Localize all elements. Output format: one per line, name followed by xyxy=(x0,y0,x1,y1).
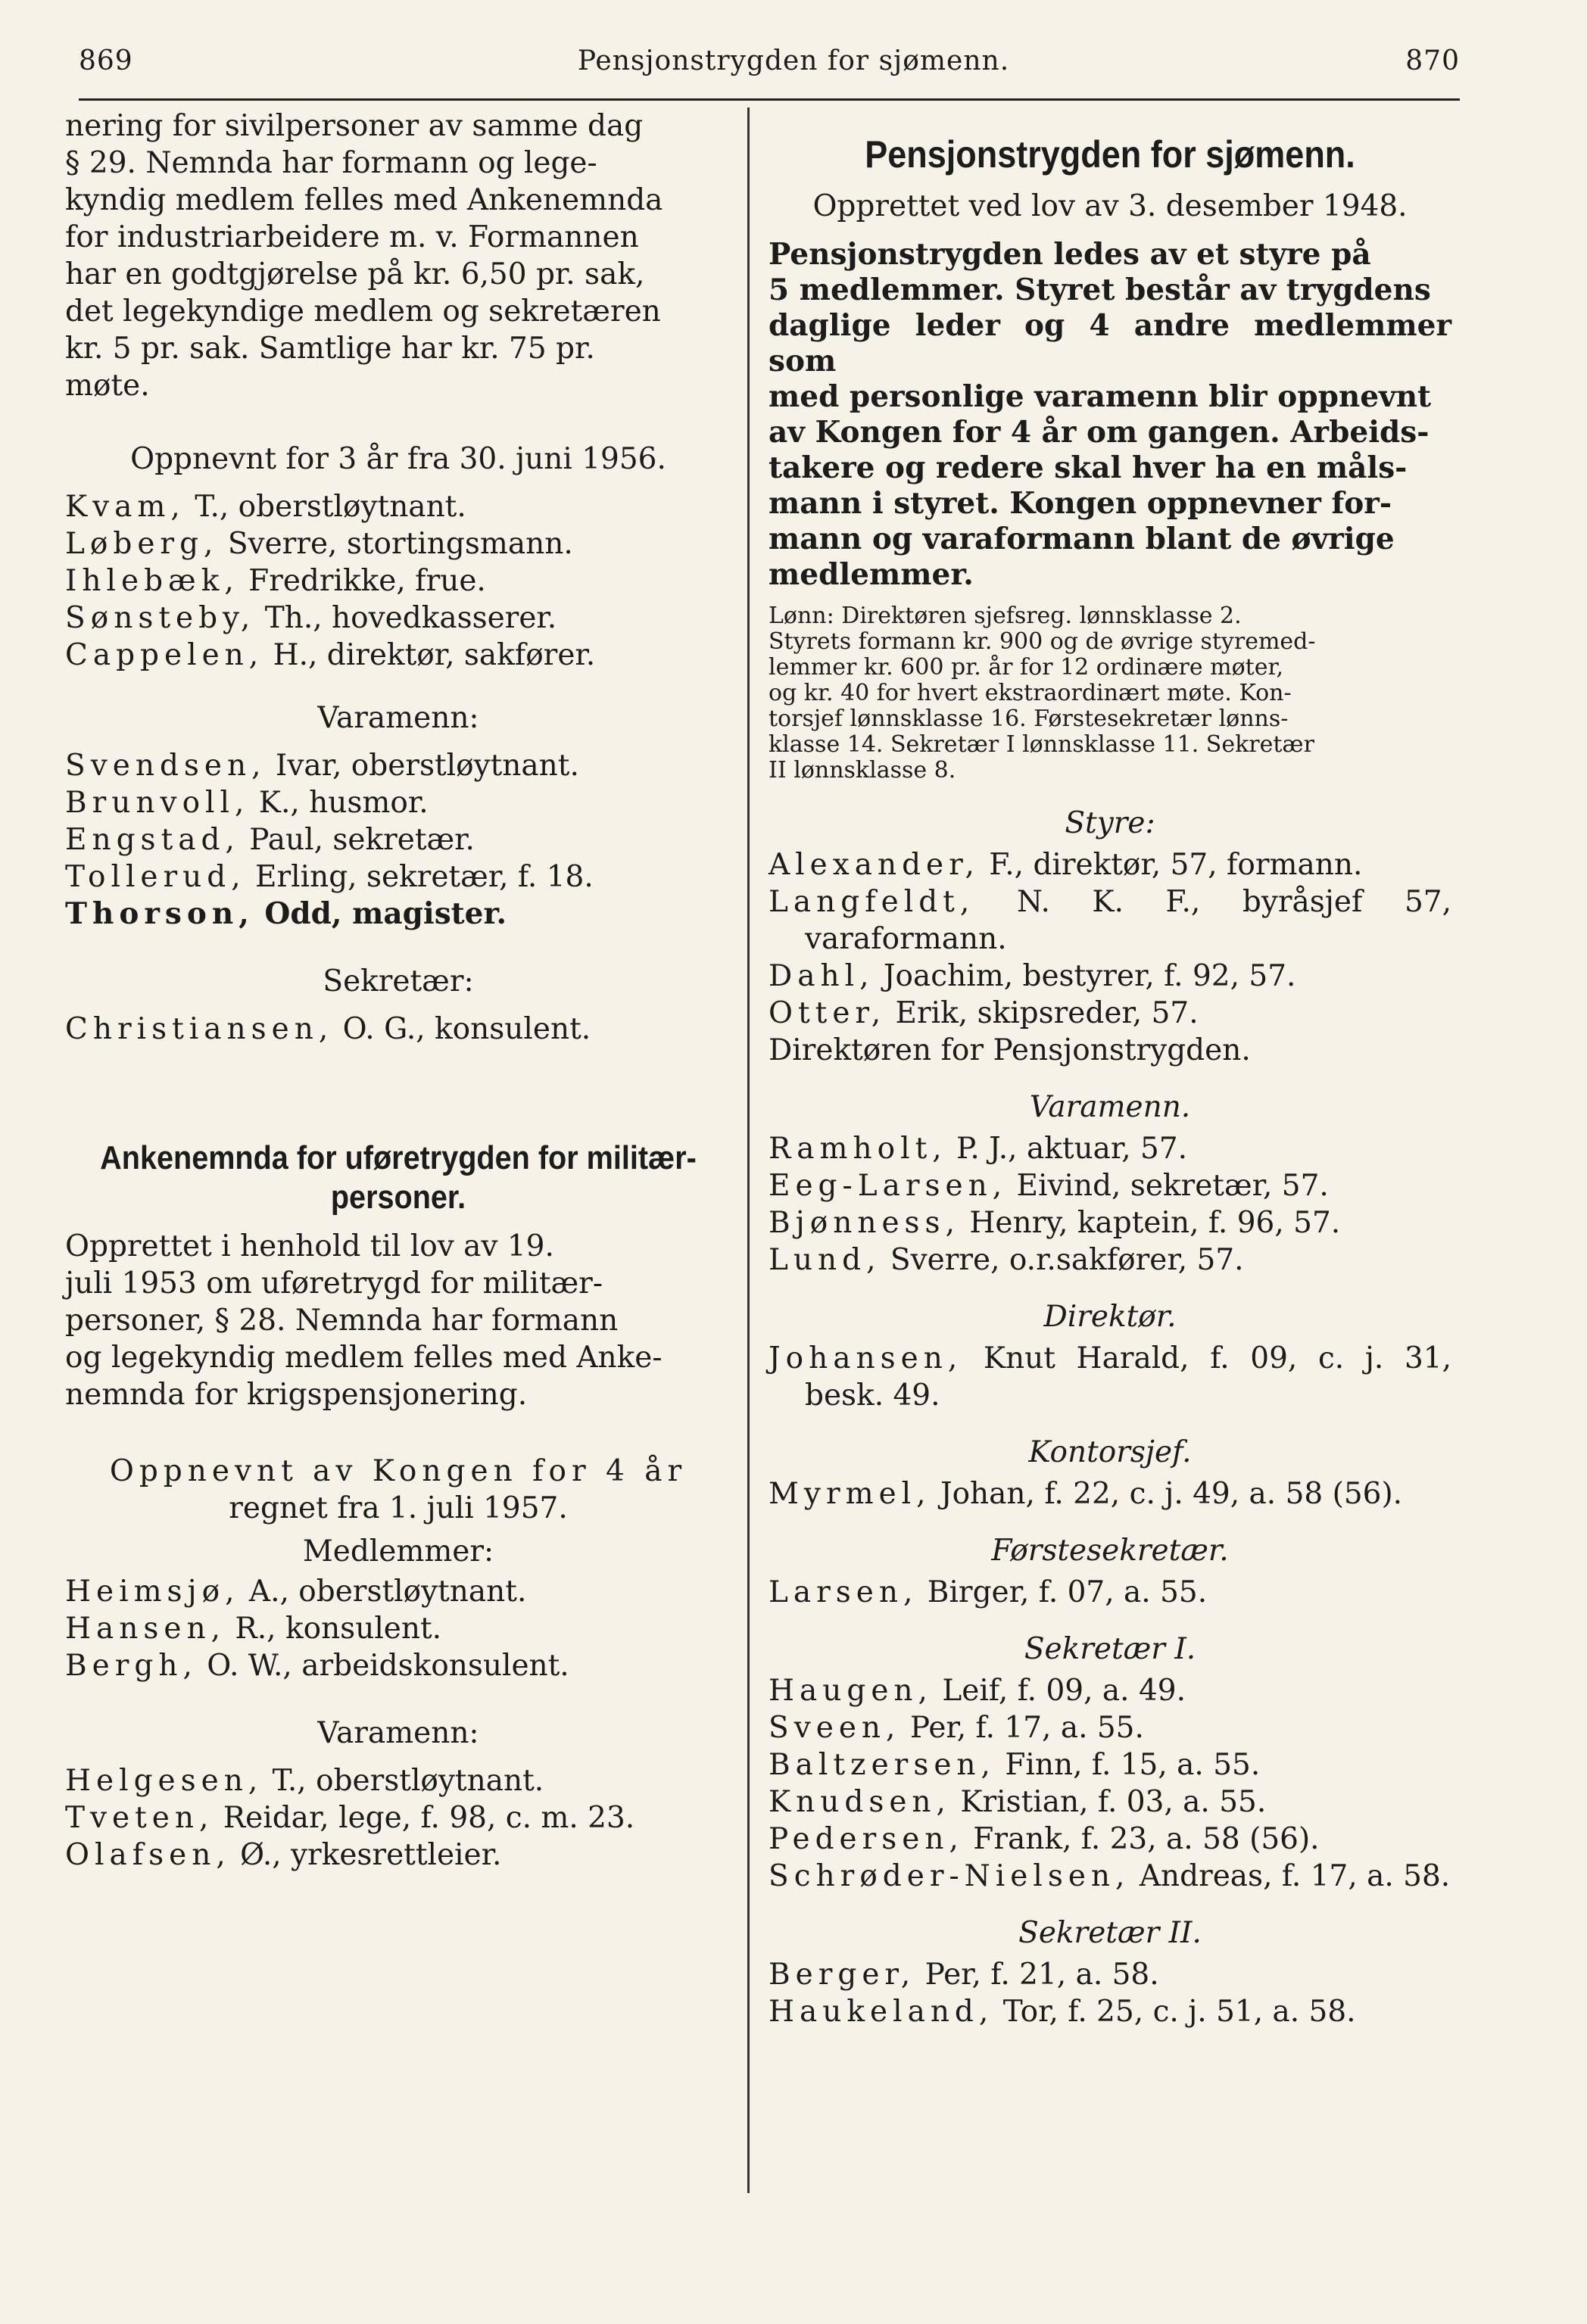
appointed-line: Oppnevnt av Kongen for 4 år xyxy=(109,1454,687,1488)
section-heading: Førstesekretær. xyxy=(991,1534,1229,1568)
running-title: Pensjonstrygden for sjømenn. xyxy=(577,45,1010,76)
styre-list xyxy=(769,846,1451,1069)
person-name: Berger, xyxy=(769,1958,916,1992)
section-paragraph xyxy=(65,1228,731,1413)
list-item xyxy=(769,1858,1451,1895)
text-line: II lønnsklasse 8. xyxy=(769,757,956,783)
appointed-line: Oppnevnt for 3 år fra 30. juni 1956. xyxy=(130,442,666,476)
person-name: Otter, xyxy=(769,996,887,1030)
person-details: Johan, f. 22, c. j. 49, a. 58 (56). xyxy=(931,1477,1403,1511)
column-divider xyxy=(747,107,750,2193)
person-name: Baltzersen, xyxy=(769,1748,996,1782)
person-details: H., direktør, sakfører. xyxy=(263,638,596,672)
person-name: Tveten, xyxy=(65,1801,214,1835)
text-line: kr. 5 pr. sak. Samtlige har kr. 75 pr. xyxy=(65,332,595,366)
list-item xyxy=(769,1167,1451,1204)
person-details: Andreas, f. 17, a. 58. xyxy=(1130,1859,1451,1893)
text-line: og legekyndig medlem felles med Anke- xyxy=(65,1341,663,1375)
list-item xyxy=(65,747,731,784)
list-item xyxy=(65,600,731,637)
text-line: med personlige varamenn blir oppnevnt xyxy=(769,379,1432,414)
varamenn-list xyxy=(769,1130,1451,1279)
list-item xyxy=(769,958,1451,995)
list-item xyxy=(769,1574,1451,1611)
person-name: Svendsen, xyxy=(65,749,267,783)
text-line: og kr. 40 for hvert ekstraordinært møte. Kon- xyxy=(769,680,1292,706)
person-name: Langfeldt, xyxy=(769,885,975,919)
person-details: Frank, f. 23, a. 58 (56). xyxy=(963,1822,1320,1856)
list-item xyxy=(769,846,1451,883)
list-item xyxy=(769,1032,1451,1069)
text-line: § 29. Nemnda har formann og lege- xyxy=(65,146,597,180)
sekretaer-i-list xyxy=(769,1672,1451,1895)
list-item xyxy=(769,1241,1451,1279)
varamenn-list xyxy=(65,1762,731,1874)
person-details: Per, f. 17, a. 55. xyxy=(900,1711,1144,1745)
text-line: nering for sivilpersoner av samme dag xyxy=(65,109,644,143)
person-name: Ihlebæk, xyxy=(65,564,239,598)
person-name: Pedersen, xyxy=(769,1822,964,1856)
person-name: Bergh, xyxy=(65,1649,198,1683)
person-details: Odd, magister. xyxy=(254,896,507,931)
list-item xyxy=(769,1783,1451,1821)
text-line: klasse 14. Sekretær I lønnsklasse 11. Sekretær xyxy=(769,731,1314,758)
right-column xyxy=(769,107,1451,2030)
person-details: Paul, sekretær. xyxy=(239,823,475,857)
person-name: Brunvoll, xyxy=(65,786,250,820)
list-item xyxy=(65,858,731,896)
person-details: Reidar, lege, f. 98, c. m. 23. xyxy=(214,1801,635,1835)
varamenn-list xyxy=(65,747,731,933)
person-name: Helgesen, xyxy=(65,1764,263,1798)
person-name: Thorson, xyxy=(65,896,254,931)
page-title: Pensjonstrygden for sjømenn. xyxy=(865,133,1355,176)
person-details: R., konsulent. xyxy=(226,1612,442,1646)
list-item xyxy=(769,995,1451,1032)
section-heading: Sekretær I. xyxy=(1024,1632,1196,1666)
person-name: Haukeland, xyxy=(769,1995,994,2029)
person-details: Eivind, sekretær, 57. xyxy=(1007,1169,1329,1203)
list-item xyxy=(769,1993,1451,2030)
person-name: Sveen, xyxy=(769,1711,901,1745)
text-line: kyndig medlem felles med Ankenemnda xyxy=(65,183,663,217)
text-line: takere og redere skal hver ha en måls- xyxy=(769,450,1408,485)
salary-note xyxy=(769,603,1451,783)
person-name: Sønsteby, xyxy=(65,601,256,635)
text-line: mann i styret. Kongen oppnevner for- xyxy=(769,486,1392,521)
person-name: Ramholt, xyxy=(769,1132,947,1166)
list-item xyxy=(65,1836,731,1874)
text-line: møte. xyxy=(65,369,150,403)
page-number-left: 869 xyxy=(79,45,133,76)
text-line: nemnda for krigspensjonering. xyxy=(65,1378,528,1412)
text-line: Lønn: Direktøren sjefsreg. lønnsklasse 2. xyxy=(769,603,1242,629)
text-line: har en godtgjørelse på kr. 6,50 pr. sak, xyxy=(65,257,645,291)
section-heading: Sekretær II. xyxy=(1018,1916,1202,1950)
person-name: Olafsen, xyxy=(65,1838,231,1872)
person-name: Cappelen, xyxy=(65,638,264,672)
person-name: Heimsjø, xyxy=(65,1575,240,1609)
list-item xyxy=(65,784,731,821)
list-item xyxy=(65,1610,731,1647)
text-line: torsjef lønnsklasse 16. Førstesekretær lønns- xyxy=(769,706,1289,732)
person-name: Løberg, xyxy=(65,527,219,561)
list-item xyxy=(769,1475,1451,1512)
person-details: Erik, skipsreder, 57. xyxy=(886,996,1199,1030)
text-line: mann og varaformann blant de øvrige xyxy=(769,522,1395,556)
person-name: Tollerud, xyxy=(65,860,246,894)
list-item xyxy=(65,821,731,858)
person-name: Alexander, xyxy=(769,848,980,882)
section-heading: Styre: xyxy=(1065,806,1155,840)
section-heading: Varamenn. xyxy=(1029,1090,1191,1124)
text-line: Styrets formann kr. 900 og de øvrige styremed- xyxy=(769,628,1316,655)
person-name: Engstad, xyxy=(65,823,240,857)
person-name: Bjønness, xyxy=(769,1206,960,1240)
person-details: Per, f. 21, a. 58. xyxy=(915,1958,1159,1992)
person-name: Larsen, xyxy=(769,1575,918,1609)
list-item xyxy=(769,1956,1451,1993)
person-details: T., oberstløytnant. xyxy=(185,490,466,524)
members-list xyxy=(65,488,731,674)
header-rule xyxy=(79,98,1460,101)
text-line: medlemmer. xyxy=(769,557,974,592)
person-details: Sverre, o.r.sakfører, 57. xyxy=(881,1243,1244,1277)
members-list xyxy=(65,1573,731,1684)
list-item xyxy=(65,1762,731,1799)
list-item xyxy=(65,637,731,674)
intro-paragraph xyxy=(769,237,1451,593)
person-details: N. K. F., byråsjef 57, varaformann. xyxy=(805,885,1451,956)
section-heading: Varamenn: xyxy=(317,1716,479,1750)
list-item xyxy=(65,1011,731,1048)
person-details: O. G., konsulent. xyxy=(333,1012,591,1046)
person-details: O. W., arbeidskonsulent. xyxy=(197,1649,569,1683)
text-line: lemmer kr. 600 pr. år for 12 ordinære møter, xyxy=(769,654,1284,681)
person-name: Eeg-Larsen, xyxy=(769,1169,1008,1203)
list-item xyxy=(65,1799,731,1836)
list-item xyxy=(769,1204,1451,1241)
person-details: Sverre, stortingsmann. xyxy=(218,527,573,561)
person-name: Schrøder-Nielsen, xyxy=(769,1859,1130,1893)
list-item xyxy=(769,1709,1451,1746)
person-details: Th., hovedkasserer. xyxy=(255,601,557,635)
text-line: daglige leder og 4 andre medlemmer som xyxy=(769,308,1451,379)
list-item xyxy=(769,1821,1451,1858)
section-title-line: personer. xyxy=(330,1179,466,1216)
person-details: F., direktør, 57, formann. xyxy=(979,848,1363,882)
list-item xyxy=(65,896,731,933)
text-line: av Kongen for 4 år om gangen. Arbeids- xyxy=(769,415,1430,450)
section-title xyxy=(98,1139,698,1217)
person-details: Ø., yrkesrettleier. xyxy=(230,1838,502,1872)
person-details: Joachim, bestyrer, f. 92, 57. xyxy=(874,959,1296,993)
established-line: Opprettet ved lov av 3. desember 1948. xyxy=(812,189,1408,223)
person-details: Erling, sekretær, f. 18. xyxy=(245,860,594,894)
person-name: Lund, xyxy=(769,1243,881,1277)
person-name: Christiansen, xyxy=(65,1012,334,1046)
text-line: personer, § 28. Nemnda har formann xyxy=(65,1304,619,1338)
section-heading: Kontorsjef. xyxy=(1028,1435,1192,1469)
list-item xyxy=(769,1130,1451,1167)
person-name: Knudsen, xyxy=(769,1785,951,1819)
person-name: Myrmel, xyxy=(769,1477,931,1511)
person-details: Birger, f. 07, a. 55. xyxy=(918,1575,1208,1609)
person-name: Johansen, xyxy=(769,1341,963,1375)
sekretaer-ii-list xyxy=(769,1956,1451,2030)
person-details: Finn, f. 15, a. 55. xyxy=(995,1748,1261,1782)
person-details: P. J., aktuar, 57. xyxy=(946,1132,1188,1166)
list-item xyxy=(769,1340,1451,1414)
list-item xyxy=(65,1647,731,1684)
text-line: for industriarbeidere m. v. Formannen xyxy=(65,220,639,254)
person-details: A., oberstløytnant. xyxy=(239,1575,527,1609)
page-number-right: 870 xyxy=(1405,45,1460,76)
section-heading: Sekretær: xyxy=(323,964,474,998)
person-details: Knut Harald, f. 09, c. j. 31, besk. 49. xyxy=(805,1341,1451,1413)
list-item xyxy=(65,525,731,562)
person-name: Haugen, xyxy=(769,1674,933,1708)
person-details: Kristian, f. 03, a. 55. xyxy=(950,1785,1267,1819)
person-details: Leif, f. 09, a. 49. xyxy=(932,1674,1186,1708)
person-details: Tor, f. 25, c. j. 51, a. 58. xyxy=(993,1995,1356,2029)
person-details: Ivar, oberstløytnant. xyxy=(266,749,579,783)
page-header xyxy=(0,45,1587,91)
list-item xyxy=(65,488,731,525)
person-details: Henry, kaptein, f. 96, 57. xyxy=(959,1206,1341,1240)
section-ankenemnda xyxy=(65,1139,731,1874)
text-line: juli 1953 om uføretrygd for militær- xyxy=(65,1266,603,1301)
text-line: 5 medlemmer. Styret består av trygdens xyxy=(769,273,1431,307)
list-item xyxy=(65,1573,731,1610)
text-line: det legekyndige medlem og sekretæren xyxy=(65,294,661,329)
person-name: Kvam, xyxy=(65,490,186,524)
person-name: Dahl, xyxy=(769,959,875,993)
list-item xyxy=(769,1672,1451,1709)
person-name: Hansen, xyxy=(65,1612,226,1646)
person-details: T., oberstløytnant. xyxy=(263,1764,544,1798)
appointed-line: regnet fra 1. juli 1957. xyxy=(229,1491,568,1525)
list-item xyxy=(769,1746,1451,1783)
text-line: Opprettet i henhold til lov av 19. xyxy=(65,1229,554,1263)
person-details: Direktøren for Pensjonstrygden. xyxy=(769,1033,1251,1067)
section-heading: Varamenn: xyxy=(317,701,479,735)
person-details: K., husmor. xyxy=(249,786,429,820)
text-line: Pensjonstrygden ledes av et styre på xyxy=(769,237,1371,272)
intro-paragraph xyxy=(65,107,731,404)
left-column xyxy=(65,107,731,1874)
section-heading: Direktør. xyxy=(1043,1300,1177,1334)
section-heading: Medlemmer: xyxy=(302,1534,494,1569)
list-item xyxy=(769,883,1451,958)
list-item xyxy=(65,562,731,600)
section-title-line: Ankenemnda for uføretrygden for militær- xyxy=(100,1139,697,1176)
person-details: Fredrikke, frue. xyxy=(239,564,486,598)
